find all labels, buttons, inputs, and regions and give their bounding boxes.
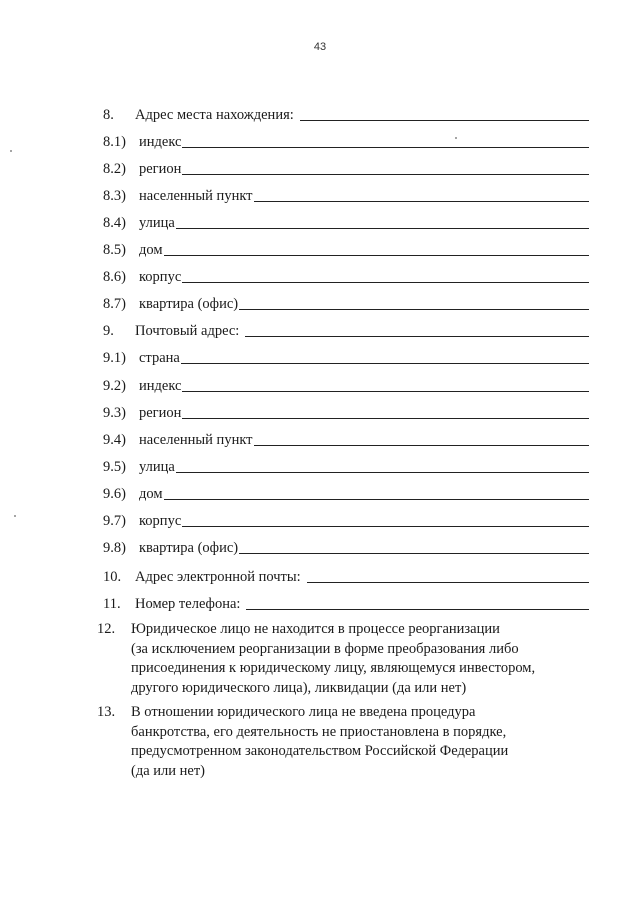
scan-speck	[455, 137, 457, 139]
paragraph-line: В отношении юридического лица не введена процедура	[131, 704, 476, 720]
fill-in-line[interactable]	[246, 608, 589, 610]
fill-in-line[interactable]	[181, 362, 589, 364]
field-label: Почтовый адрес:	[135, 323, 240, 339]
row-number: 8.7)	[103, 296, 126, 312]
row-number: 8.3)	[103, 188, 126, 204]
field-label: дом	[139, 242, 163, 258]
fill-in-line[interactable]	[239, 308, 589, 310]
form-row	[103, 212, 589, 232]
field-label: Адрес электронной почты:	[135, 569, 301, 585]
row-number: 8.	[103, 107, 114, 123]
field-label: индекс	[139, 134, 182, 150]
field-label: регион	[139, 405, 182, 421]
row-number: 9.6)	[103, 486, 126, 502]
form-row	[103, 131, 589, 151]
page-number: 43	[313, 41, 327, 53]
numbered-paragraph	[97, 703, 597, 781]
form-row	[103, 566, 589, 586]
paragraph-line: Юридическое лицо не находится в процессе реорганизации	[131, 621, 500, 637]
form-row	[103, 429, 589, 449]
fill-in-line[interactable]	[182, 146, 589, 148]
row-number: 8.2)	[103, 161, 126, 177]
row-number: 11.	[103, 596, 121, 612]
fill-in-line[interactable]	[164, 498, 589, 500]
form-row	[103, 158, 589, 178]
row-number: 8.6)	[103, 269, 126, 285]
paragraph-number: 12.	[97, 621, 116, 637]
field-label: страна	[139, 350, 180, 366]
paragraph-line: предусмотренном законодательством Российской Федерации	[131, 743, 509, 759]
field-label: Номер телефона:	[135, 596, 241, 612]
row-number: 9.4)	[103, 432, 126, 448]
row-number: 9.8)	[103, 540, 126, 556]
field-label: улица	[139, 459, 175, 475]
fill-in-line[interactable]	[164, 254, 589, 256]
paragraph-line: (за исключением реорганизации в форме преобразования либо	[131, 640, 519, 657]
row-number: 9.3)	[103, 405, 126, 421]
form-row	[103, 402, 589, 422]
paragraph-line: присоединения к юридическому лицу, являющемуся инвестором,	[131, 660, 536, 676]
paragraph-line: другого юридического лица), ликвидации (да или нет)	[131, 679, 467, 696]
form-row	[103, 347, 589, 367]
field-label: регион	[139, 161, 182, 177]
field-label: населенный пункт	[139, 432, 253, 448]
paragraph-line: банкротства, его деятельность не приостановлена в порядке,	[131, 723, 507, 740]
fill-in-line[interactable]	[182, 390, 589, 392]
fill-in-line[interactable]	[176, 471, 589, 473]
form-row	[103, 537, 589, 557]
scan-speck	[10, 150, 12, 152]
row-number: 8.4)	[103, 215, 126, 231]
row-number: 9.	[103, 323, 114, 339]
paragraph-line: (да или нет)	[131, 762, 206, 779]
fill-in-line[interactable]	[182, 173, 589, 175]
fill-in-line[interactable]	[300, 119, 589, 121]
field-label: индекс	[139, 378, 182, 394]
field-label: корпус	[139, 513, 182, 529]
row-number: 10.	[103, 569, 122, 585]
field-label: квартира (офис)	[139, 296, 239, 312]
form-row	[103, 266, 589, 286]
field-label: дом	[139, 486, 163, 502]
form-row	[103, 593, 589, 613]
form-row	[103, 320, 589, 340]
row-number: 9.2)	[103, 378, 126, 394]
fill-in-line[interactable]	[307, 581, 589, 583]
fill-in-line[interactable]	[176, 227, 589, 229]
form-row	[103, 293, 589, 313]
row-number: 9.1)	[103, 350, 126, 366]
form-row	[103, 456, 589, 476]
row-number: 8.5)	[103, 242, 126, 258]
fill-in-line[interactable]	[182, 281, 589, 283]
field-label: Адрес места нахождения:	[135, 107, 294, 123]
fill-in-line[interactable]	[239, 552, 589, 554]
form-row	[103, 239, 589, 259]
fill-in-line[interactable]	[245, 335, 589, 337]
form-row	[103, 375, 589, 395]
field-label: корпус	[139, 269, 182, 285]
fill-in-line[interactable]	[254, 444, 589, 446]
form-row	[103, 483, 589, 503]
numbered-paragraph	[97, 620, 597, 698]
row-number: 9.5)	[103, 459, 126, 475]
form-row	[103, 510, 589, 530]
form-row	[103, 185, 589, 205]
fill-in-line[interactable]	[182, 417, 589, 419]
paragraph-text	[131, 703, 597, 781]
paragraph-number: 13.	[97, 704, 116, 720]
field-label: квартира (офис)	[139, 540, 239, 556]
form-row	[103, 104, 589, 124]
row-number: 8.1)	[103, 134, 126, 150]
paragraph-text	[131, 620, 597, 698]
fill-in-line[interactable]	[182, 525, 589, 527]
field-label: населенный пункт	[139, 188, 253, 204]
field-label: улица	[139, 215, 175, 231]
fill-in-line[interactable]	[254, 200, 589, 202]
scan-speck	[14, 515, 16, 517]
row-number: 9.7)	[103, 513, 126, 529]
